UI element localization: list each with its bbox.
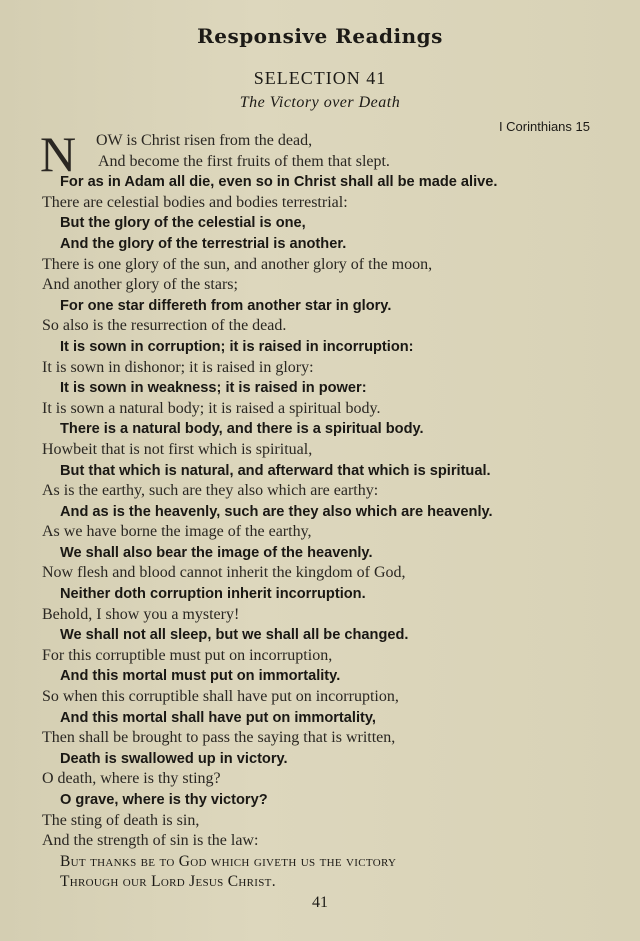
selection-title: SELECTION 41 (253, 68, 387, 88)
page-number: 41 (312, 894, 328, 911)
leader-line: Behold, I show you a mystery! (42, 605, 240, 623)
congregation-response-line: But that which is natural, and afterward that which is spiritual. (60, 462, 491, 479)
leader-line: It is sown in dishonor; it is raised in glory: (42, 358, 314, 376)
running-header: Responsive Readings (197, 24, 443, 48)
selection-subtitle: The Victory over Death (239, 94, 401, 111)
leader-line: Then shall be brought to pass the saying that is written, (42, 729, 396, 747)
leader-line: Howbeit that is not first which is spiritual, (42, 440, 313, 458)
congregation-response-line: And this mortal must put on immortality. (60, 668, 341, 685)
first-line-text: OW is Christ risen from the dead, (96, 132, 313, 149)
leader-line: But thanks be to God which giveth us the victory (60, 852, 397, 870)
leader-line: And another glory of the stars; (42, 276, 238, 294)
leader-line: The sting of death is sin, (42, 811, 200, 829)
congregation-response-line: And as is the heavenly, such are they also which are heavenly. (60, 503, 493, 520)
leader-line: There are celestial bodies and bodies terrestrial: (42, 193, 348, 211)
leader-line: There is one glory of the sun, and another glory of the moon, (42, 255, 433, 273)
leader-line: So when this corruptible shall have put on incorruption, (42, 688, 399, 706)
congregation-response-line: But the glory of the celestial is one, (60, 215, 306, 232)
leader-line: As we have borne the image of the earthy, (42, 523, 312, 541)
congregation-response-line: Neither doth corruption inherit incorruption. (60, 586, 366, 603)
leader-line: For this corruptible must put on incorruption, (42, 646, 333, 664)
congregation-response-line: For as in Adam all die, even so in Christ shall all be made alive. (60, 174, 498, 191)
congregation-response-line: It is sown in corruption; it is raised in incorruption: (60, 338, 414, 355)
leader-line: And become the first fruits of them that slept. (98, 152, 390, 170)
congregation-response-line: And the glory of the terrestrial is another. (60, 235, 347, 252)
leader-line: So also is the resurrection of the dead. (42, 317, 287, 335)
leader-line: As is the earthy, such are they also which are earthy: (42, 482, 379, 500)
leader-line: Through our Lord Jesus Christ. (60, 873, 276, 891)
scripture-reference: I Corinthians 15 (498, 119, 590, 134)
congregation-response-line: We shall also bear the image of the heavenly. (60, 544, 373, 561)
congregation-response-line: Death is swallowed up in victory. (60, 750, 288, 767)
leader-line: And the strength of sin is the law: (42, 832, 259, 850)
drop-cap: N (40, 126, 77, 182)
congregation-response-line: We shall not all sleep, but we shall all be changed. (60, 627, 409, 644)
congregation-response-line: And this mortal shall have put on immortality, (60, 709, 376, 726)
leader-line: Now flesh and blood cannot inherit the kingdom of God, (42, 564, 406, 582)
leader-line: It is sown a natural body; it is raised a spiritual body. (42, 399, 381, 417)
congregation-response-line: There is a natural body, and there is a spiritual body. (60, 421, 424, 438)
congregation-response-line: O grave, where is thy victory? (60, 792, 268, 808)
congregation-response-line: It is sown in weakness; it is raised in power: (60, 380, 367, 397)
leader-line: O death, where is thy sting? (42, 770, 221, 788)
congregation-response-line: For one star differeth from another star in glory. (60, 297, 392, 314)
